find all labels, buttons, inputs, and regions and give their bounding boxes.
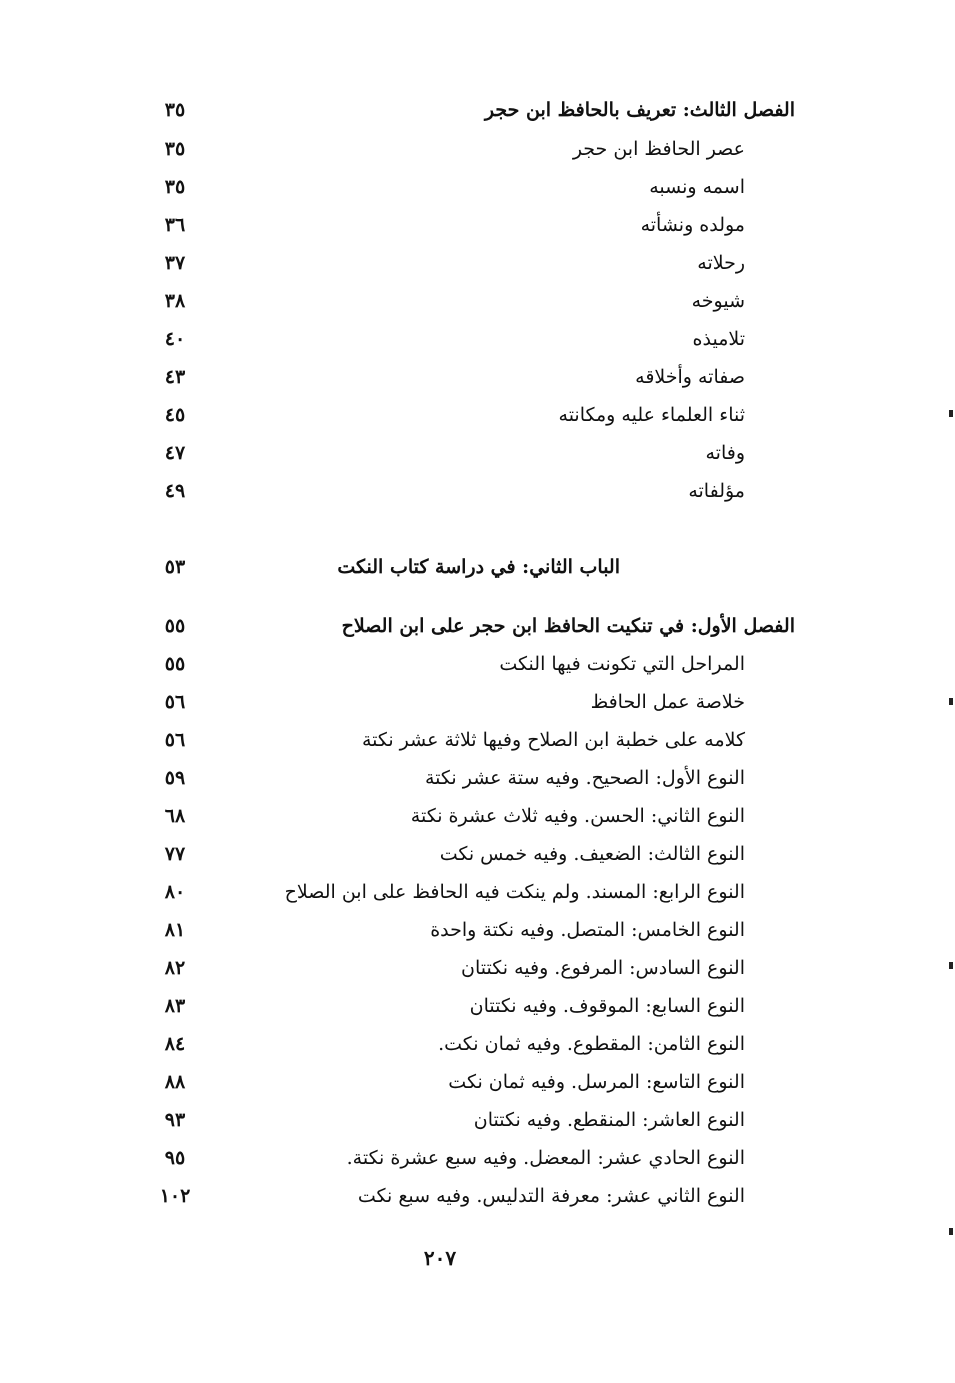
- scan-speck: [949, 410, 953, 417]
- toc-entry: [0, 1026, 955, 1062]
- toc-page-number: ٣٥: [164, 176, 186, 198]
- page-number: ٢٠٧: [423, 1246, 457, 1270]
- toc-entry: [0, 321, 955, 357]
- toc-item-title: مؤلفاته: [688, 480, 745, 502]
- toc-entry: [0, 760, 955, 796]
- toc-item-title: رحلاته: [697, 252, 745, 274]
- toc-page-number: ٣٥: [164, 99, 186, 121]
- toc-page-number: ٤٩: [164, 480, 186, 502]
- toc-item-title: النوع الثاني: الحسن. وفيه ثلاث عشرة نكتة: [410, 805, 745, 827]
- toc-entry: [0, 359, 955, 395]
- toc-entry: [0, 397, 955, 433]
- toc-entry: [0, 283, 955, 319]
- toc-page-number: ٣٨: [164, 290, 186, 312]
- toc-item-title: النوع التاسع: المرسل. وفيه ثمان نكت: [448, 1071, 745, 1093]
- toc-item-title: صفاته وأخلاقه: [635, 366, 745, 388]
- toc-entry: [0, 1102, 955, 1138]
- toc-part-title: الباب الثاني: في دراسة كتاب النكت: [337, 556, 620, 578]
- toc-item-title: خلاصة عمل الحافظ: [590, 691, 745, 713]
- scan-speck: [949, 698, 953, 705]
- toc-item-title: النوع الأول: الصحيح. وفيه ستة عشر نكتة: [424, 767, 745, 789]
- toc-item-title: كلامه على خطبة ابن الصلاح وفيها ثلاثة عشر نكتة: [361, 729, 745, 751]
- scan-speck: [949, 1228, 953, 1235]
- toc-page-number: ٣٧: [164, 252, 186, 274]
- toc-page-number: ٨٤: [164, 1033, 186, 1055]
- toc-page-number: ٨٣: [164, 995, 186, 1017]
- toc-entry: [0, 92, 955, 128]
- toc-item-title: اسمه ونسبه: [649, 176, 745, 198]
- toc-page-number: ٧٧: [164, 843, 186, 865]
- toc-entry: [0, 836, 955, 872]
- toc-page-number: ١٠٢: [159, 1185, 191, 1207]
- toc-item-title: النوع الثاني عشر: معرفة التدليس. وفيه سبع نكت: [357, 1185, 745, 1207]
- toc-entry: [0, 722, 955, 758]
- toc-item-title: النوع الحادي عشر: المعضل. وفيه سبع عشرة نكتة.: [346, 1147, 745, 1169]
- toc-entry: [0, 950, 955, 986]
- toc-entry: [0, 1178, 955, 1214]
- toc-page-number: ٥٦: [164, 691, 186, 713]
- toc-item-title: النوع الرابع: المسند. ولم ينكت فيه الحافظ على ابن الصلاح: [284, 881, 745, 903]
- toc-section-title: الفصل الأول: في تنكيت الحافظ ابن حجر على ابن الصلاح: [341, 615, 795, 637]
- toc-page-number: ٤٥: [164, 404, 186, 426]
- toc-item-title: النوع الثالث: الضعيف. وفيه خمس نكت: [439, 843, 745, 865]
- toc-entry: [0, 874, 955, 910]
- toc-page-number: ٤٠: [164, 328, 186, 350]
- toc-item-title: النوع السابع: الموقوف. وفيه نكتتان: [469, 995, 745, 1017]
- toc-entry: [0, 207, 955, 243]
- toc-entry: [0, 131, 955, 167]
- toc-entry: [0, 1064, 955, 1100]
- toc-entry: [0, 988, 955, 1024]
- toc-page-number: ٨٠: [164, 881, 186, 903]
- toc-page-number: ٥٦: [164, 729, 186, 751]
- toc-entry: [0, 646, 955, 682]
- toc-entry: [0, 798, 955, 834]
- toc-item-title: مولده ونشأته: [640, 214, 745, 236]
- toc-section-title: الفصل الثالث: تعريف بالحافظ ابن حجر: [484, 99, 795, 121]
- toc-item-title: وفاته: [705, 442, 745, 464]
- toc-entry: [0, 549, 955, 585]
- toc-entry: [0, 684, 955, 720]
- toc-page-number: ٦٨: [164, 805, 186, 827]
- toc-item-title: النوع العاشر: المنقطع. وفيه نكتتان: [473, 1109, 745, 1131]
- toc-entry: [0, 1140, 955, 1176]
- toc-entry: [0, 245, 955, 281]
- toc-item-title: النوع السادس: المرفوع. وفيه نكتتان: [461, 957, 745, 979]
- toc-item-title: شيوخه: [691, 290, 745, 312]
- toc-page-number: ٥٥: [164, 615, 186, 637]
- toc-item-title: المراحل التي تكونت فيها النكت: [499, 653, 745, 675]
- toc-entry: [0, 473, 955, 509]
- toc-page-number: ٩٥: [164, 1147, 186, 1169]
- toc-page-number: ٣٦: [164, 214, 186, 236]
- toc-page-number: ٥٥: [164, 653, 186, 675]
- toc-item-title: عصر الحافظ ابن حجر: [572, 138, 745, 160]
- toc-item-title: ثناء العلماء عليه ومكانته: [558, 404, 745, 426]
- toc-item-title: النوع الخامس: المتصل. وفيه نكتة واحدة: [430, 919, 745, 941]
- scan-speck: [949, 962, 953, 969]
- toc-page-number: ٨٢: [164, 957, 186, 979]
- toc-entry: [0, 912, 955, 948]
- toc-entry: [0, 169, 955, 205]
- toc-page-number: ٤٧: [164, 442, 186, 464]
- toc-page-number: ٥٣: [164, 556, 186, 578]
- toc-item-title: النوع الثامن: المقطوع. وفيه ثمان نكت.: [438, 1033, 745, 1055]
- toc-entry: [0, 608, 955, 644]
- toc-page-number: ٩٣: [164, 1109, 186, 1131]
- toc-page-number: ٥٩: [164, 767, 186, 789]
- toc-page-number: ٨٨: [164, 1071, 186, 1093]
- toc-entry: [0, 435, 955, 471]
- toc-item-title: تلاميذه: [692, 328, 745, 350]
- toc-page-number: ٨١: [164, 919, 186, 941]
- toc-page-number: ٣٥: [164, 138, 186, 160]
- toc-page-number: ٤٣: [164, 366, 186, 388]
